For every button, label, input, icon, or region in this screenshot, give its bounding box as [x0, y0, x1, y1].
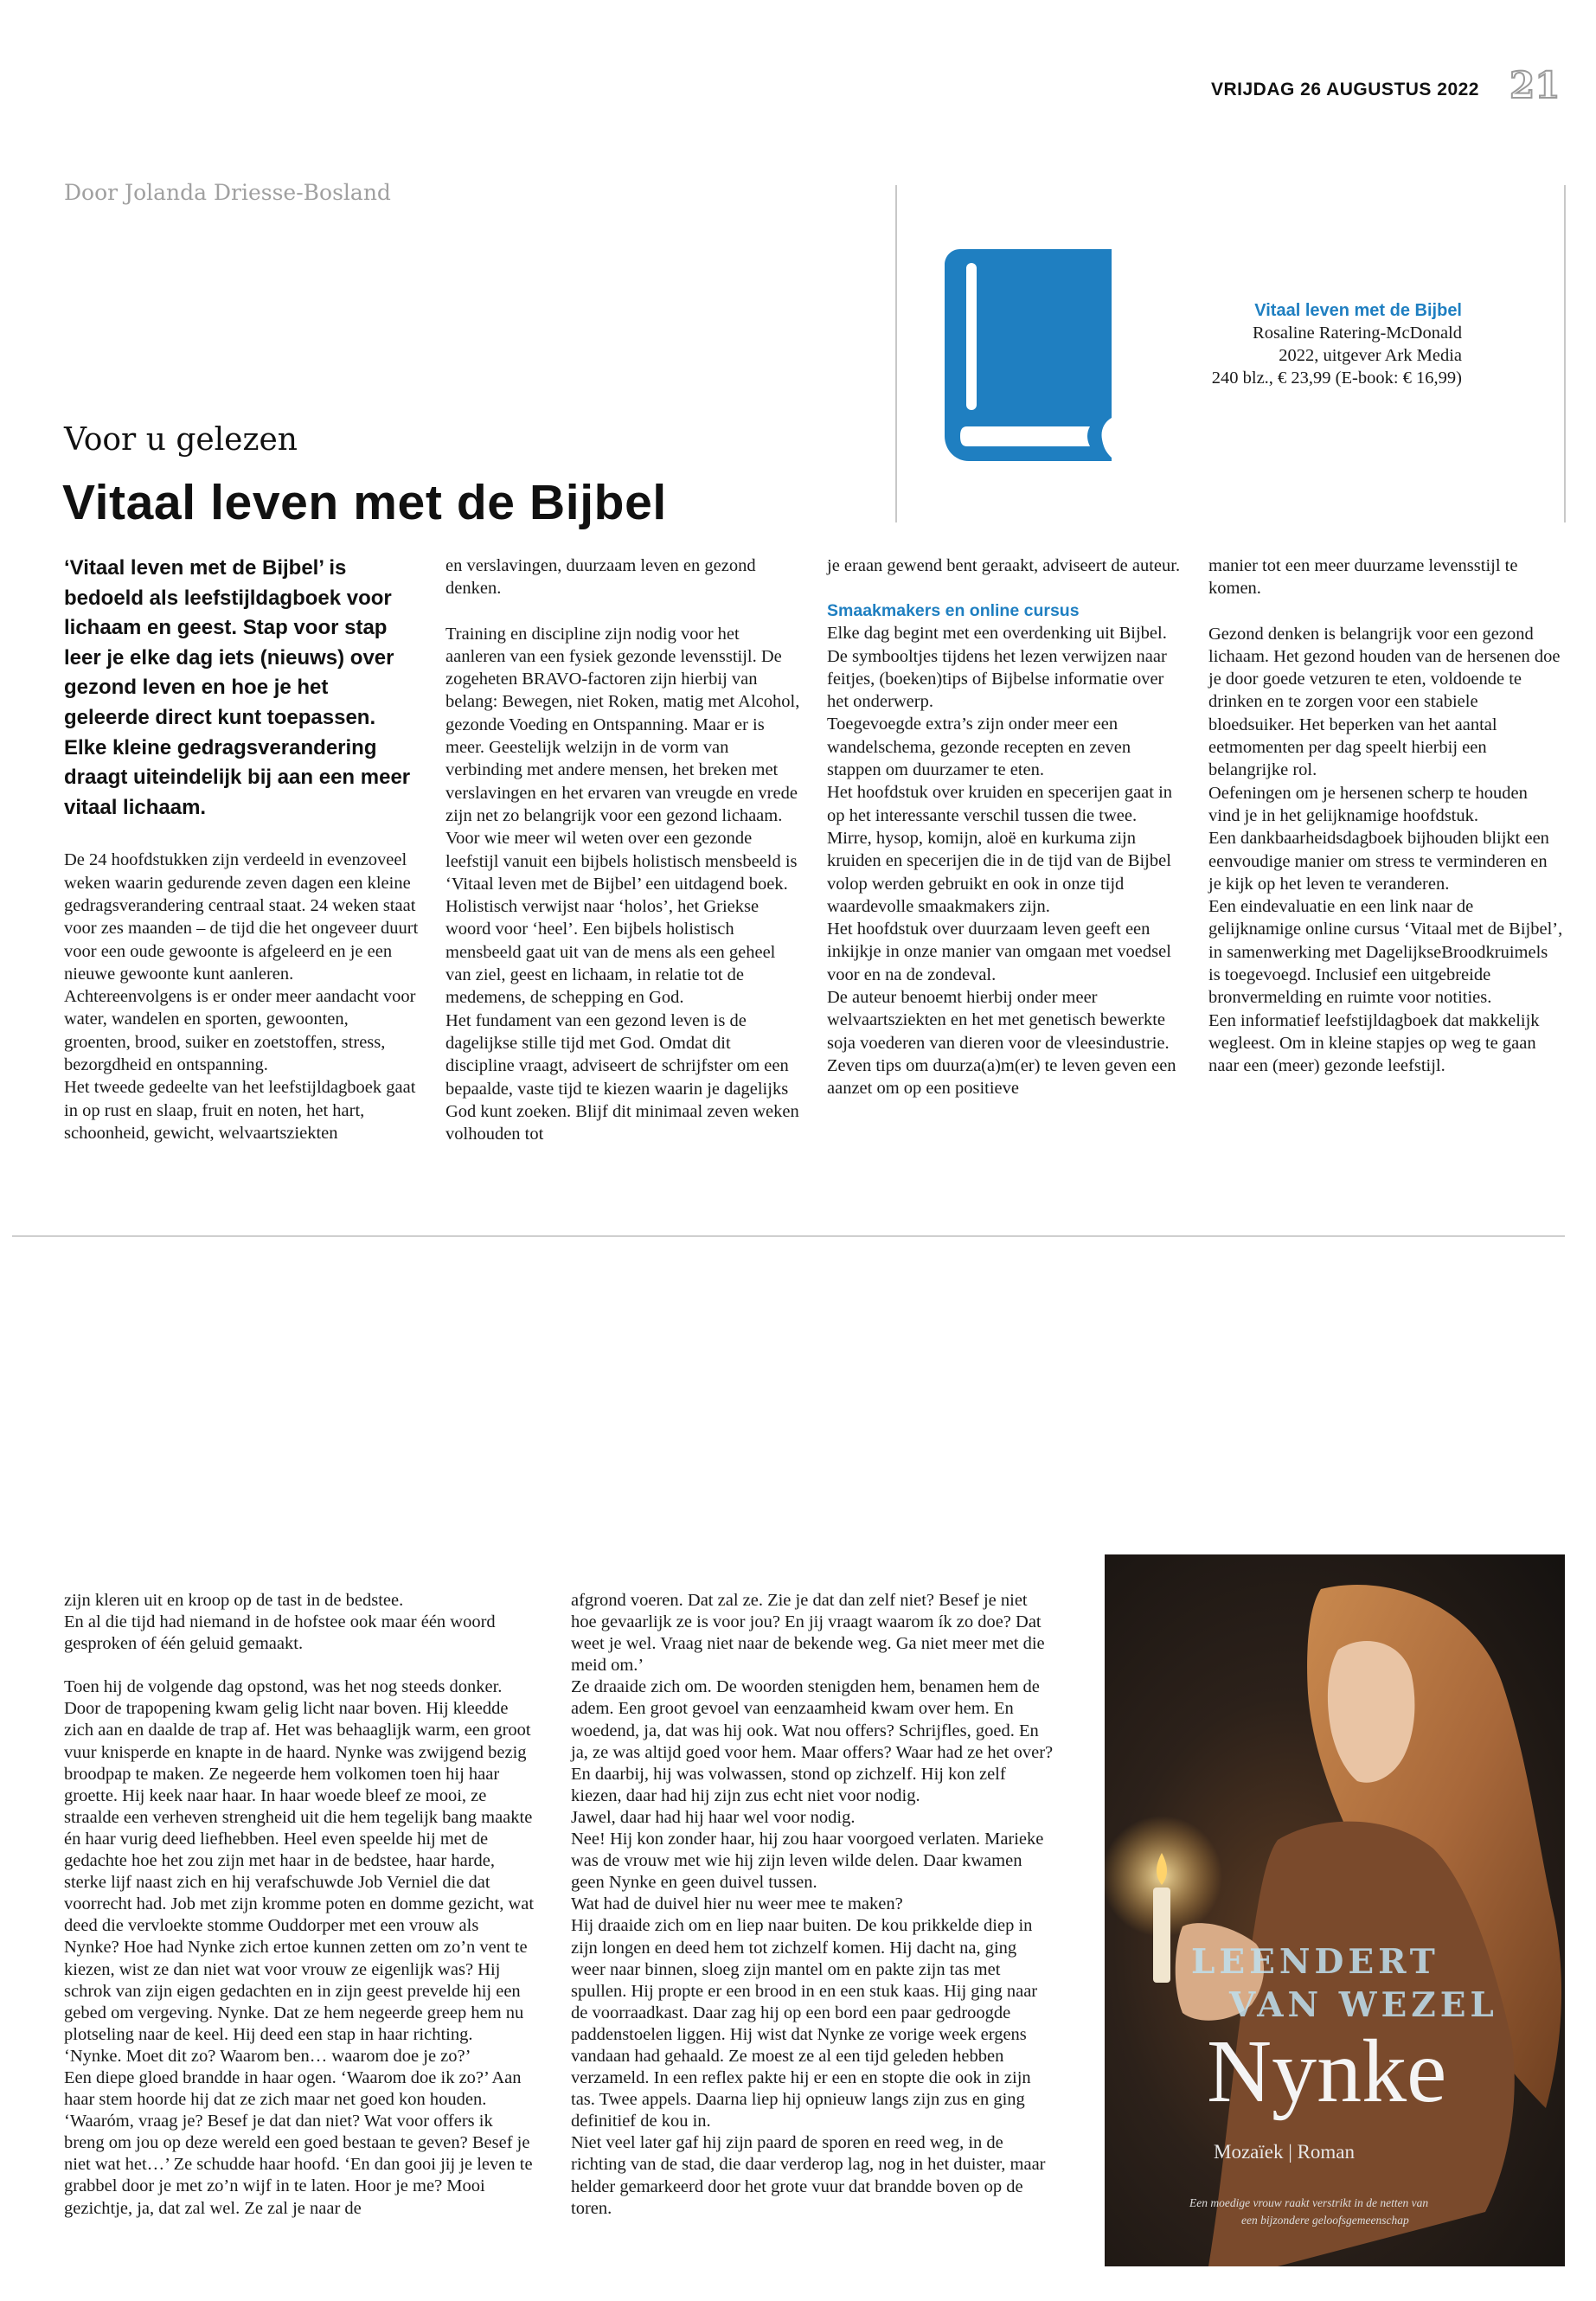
review-column-1 [64, 554, 419, 1144]
cover-publisher: Mozaïek | Roman [1214, 2141, 1356, 2163]
paragraph: Het tweede gedeelte van het leefstijldagboek gaat in op rust en slaap, fruit en noten, het hart, schoonheid, gewicht, welvaartsziekten [64, 1078, 416, 1143]
kicker: Voor u gelezen [64, 422, 298, 458]
book-info-pages-price: 240 blz., € 23,99 (E-book: € 16,99) [1211, 369, 1462, 388]
paragraph: Niet veel later gaf hij zijn paard de sporen en reed weg, in de richting van de stad, die daar verderop lag, nog in het duister, maar helder gemarkeerd door het grote vuur dat brandde boven op de toren. [571, 2133, 1046, 2218]
paragraph: Een dankbaarheidsdagboek bijhouden blijkt een eenvoudige manier om stress te verminderen en je kijk op het leven te veranderen. [1208, 829, 1549, 894]
article-title: Vitaal leven met de Bijbel [62, 475, 667, 530]
paragraph: De 24 hoofdstukken zijn verdeeld in evenzoveel weken waarin gedurende zeven dagen een kleine gedragsverandering centraal staat. 24 weken staat voor zes maanden – de tijd die het ongeveer duurt voor een oude gewoonte is afgeleerd en je een nieuwe gewoonte kunt aanleren. [64, 850, 419, 984]
column-divider-right [1564, 185, 1566, 522]
paragraph: Hij draaide zich om en liep naar buiten. De kou prikkelde diep in zijn longen en deed hem tot zichzelf komen. Hij dacht na, ging weer naar binnen, sloeg zijn mantel om en pakte zijn tas met spullen. Hij propte er een brood in en een stuk kaas. Hij ging naar de voorraadkast. Daar zag hij op een bord een paar gedroogde paddenstoelen liggen. Hij wist dat Nynke ze vorige week ergens vandaan had gehaald. Ze moest ze al een tijd geleden hebben verzameld. In een reflex pakte hij er een en stopte die ook in zijn tas. Twee appels. Daarna liep hij opnieuw langs zijn zus en ging definitief de kou in. [571, 1916, 1038, 2131]
paragraph: Het fundament van een gezond leven is de dagelijkse stille tijd met God. Omdat dit discipline vraagt, adviseert de schrijfster om een bepaalde, vaste tijd te kiezen waarin je dagelijks God kunt zoeken. Blijf dit minimaal zeven weken volhouden tot [445, 1010, 799, 1144]
paragraph: Een informatief leefstijldagboek dat makkelijk wegleest. Om in kleine stapjes op weg te gaan naar een (meer) gezonde leefstijl. [1208, 1010, 1540, 1076]
paragraph: manier tot een meer duurzame levensstijl te komen. [1208, 556, 1518, 599]
paragraph: De auteur benoemt hierbij onder meer welvaartsziekten en het met genetisch bewerkte soja voederen van dieren voor de vleesindustrie. [827, 988, 1170, 1053]
review-column-3 [827, 554, 1182, 1100]
page-number: 21 [1509, 64, 1561, 106]
paragraph: Toegevoegde extra’s zijn onder meer een wandelschema, gezonde recepten en zeven stappen om duurzamer te eten. [827, 715, 1131, 780]
paragraph: afgrond voeren. Dat zal ze. Zie je dat dan zelf niet? Besef je niet hoe gevaarlijk ze is voor jou? En jij vraagt waarom ík zo doe? Dat weet je wel. Vraag niet naar de bekende weg. Ga niet meer met die meid om.’ [571, 1591, 1045, 1676]
intro-paragraph: ‘Vitaal leven met de Bijbel’ is bedoeld als leefstijldagboek voor lichaam en geest. Stap voor stap leer je elke dag iets (nieuws) over gezond leven en hoe je het geleerde direct kunt toepassen. Elke kleine gedragsverandering draagt uiteindelijk bij aan een meer vitaal lichaam. [64, 556, 411, 819]
paragraph: Jawel, daar had hij haar wel voor nodig. [571, 1807, 856, 1827]
paragraph: je eraan gewend bent geraakt, adviseert de auteur. [827, 556, 1181, 575]
paragraph: ‘Nynke. Moet dit zo? Waarom ben… waarom doe je zo?’ [64, 2046, 471, 2066]
paragraph: Ze draaide zich om. De woorden stenigden hem, benamen hem de adem. Een groot gevoel van eenzaamheid kwam over hem. En woedend, ja, dat was hij ook. Wat nou offers? Schrijfles, goed. En ja, ze was altijd goed voor hem. Maar offers? Waar had ze het over? En daarbij, hij was volwassen, stond op zichzelf. Hij kon zelf kiezen, daar had hij zijn zus echt niet voor nodig. [571, 1677, 1054, 1805]
serial-column-1 [64, 1590, 535, 2220]
paragraph: Gezond denken is belangrijk voor een gezond lichaam. Het gezond houden van de hersenen doe je door goede vetzuren te eten, voldoende te drinken en te zorgen voor een stabiele bloedsuiker. Het beperken van het aantal eetmomenten per dag speelt hierbij een belangrijke rol. [1208, 624, 1561, 780]
cover-tagline-2: een bijzondere geloofsgemeenschap [1241, 2214, 1409, 2227]
book-info [1125, 299, 1462, 389]
paragraph: zijn kleren uit en kroop op de tast in de bedstee. [64, 1591, 404, 1610]
cover-tagline-1: Een moedige vrouw raakt verstrikt in de netten van [1189, 2196, 1429, 2209]
paragraph: en verslavingen, duurzaam leven en gezond denken. [445, 556, 756, 599]
book-cover [1105, 1554, 1565, 2266]
review-column-2 [445, 554, 800, 1145]
paragraph: Achtereenvolgens is er onder meer aandacht voor water, wandelen en sporten, gewoonten, groenten, brood, suiker en zoetstoffen, stress, bezorgdheid en ontspanning. [64, 987, 416, 1075]
cover-author-line2: VAN WEZEL [1229, 1985, 1498, 2025]
review-column-4 [1208, 554, 1563, 1078]
byline: Door Jolanda Driesse-Bosland [64, 180, 391, 205]
paragraph: Het hoofdstuk over duurzaam leven geeft een inkijkje in onze manier van omgaan met voedsel voor en na de zondeval. [827, 920, 1171, 984]
book-info-publisher: 2022, uitgever Ark Media [1279, 346, 1462, 365]
page-date: VRIJDAG 26 AUGUSTUS 2022 [1211, 80, 1479, 99]
cover-author-line1: LEENDERT [1191, 1942, 1439, 1982]
column-divider-left [895, 185, 897, 522]
paragraph: Zeven tips om duurza(a)m(er) te leven geven een aanzet om op een positieve [827, 1055, 1176, 1099]
paragraph: Elke dag begint met een overdenking uit Bijbel. De symbooltjes tijdens het lezen verwijzen naar feitjes, (boeken)tips of Bijbelse informatie over het onderwerp. [827, 624, 1167, 712]
book-icon [945, 249, 1112, 461]
paragraph: Nee! Hij kon zonder haar, hij zou haar voorgoed verlaten. Marieke was de vrouw met wie hij zijn leven wilde delen. Daar kwamen geen Nynke en geen duivel tussen. [571, 1830, 1044, 1893]
paragraph: Training en discipline zijn nodig voor het aanleren van een fysiek gezonde levensstijl. De zogeheten BRAVO-factoren zijn hierbij van belang: Bewegen, niet Roken, matig met Alcohol, gezonde Voeding en Ontspanning. Maar er is meer. Geestelijk welzijn in de vorm van verbinding met andere mensen, het breken met verslavingen en het ervaren van vreugde en vrede zijn net zo belangrijk voor een gezond lichaam. [445, 624, 800, 825]
paragraph: Het hoofdstuk over kruiden en specerijen gaat in op het interessante verschil tussen die twee. Mirre, hysop, komijn, aloë en kurkuma zijn kruiden en specerijen die in de tijd van de Bijbel volop werden gebruikt en ook in onze tijd waardevolle smaakmakers zijn. [827, 783, 1173, 916]
paragraph: Voor wie meer wil weten over een gezonde leefstijl vanuit een bijbels holistisch mensbeeld is ‘Vitaal leven met de Bijbel’ een uitdagend boek. Holistisch verwijst naar ‘holos’, het Griekse woord voor ‘heel’. Een bijbels holistisch mensbeeld gaat uit van de mens als een geheel van ziel, geest en lichaam, in relatie tot de medemens, de schepping en God. [445, 829, 798, 1008]
cover-title: Nynke [1207, 2022, 1447, 2121]
paragraph: Een diepe gloed brandde in haar ogen. ‘Waarom doe ik zo?’ Aan haar stem hoorde hij dat ze zich maar net goed kon houden. ‘Waaróm, vraag je? Besef je dat dan niet? Wat voor offers ik breng om jou op deze wereld een goed bestaan te geven? Besef je niet wat het…’ Ze schudde haar hoofd. ‘En dan gooi jij je leven te grabbel door je met zo’n wijf in te laten. Hoor je me? Mooi gezichtje, ja, dat zal wel. Ze zal je naar de [64, 2067, 533, 2218]
paragraph: Oefeningen om je hersenen scherp te houden vind je in het gelijknamige hoofdstuk. [1208, 783, 1528, 825]
paragraph: Wat had de duivel hier nu weer mee te maken? [571, 1894, 903, 1914]
paragraph: Toen hij de volgende dag opstond, was het nog steeds donker. Door de trapopening kwam gelig licht naar boven. Hij kleedde zich aan en daalde de trap af. Het was behaaglijk warm, een groot vuur knisperde en knapte in de haard. Nynke was zwijgend bezig broodpap te maken. Ze negeerde hem volkomen toen hij haar groette. Hij keek naar haar. In haar woede bleef ze mooi, ze straalde een verheven strengheid uit die hem tegelijk bang maakte én haar vurig deed liefhebben. Heel even speelde hij met de gedachte hoe het zou zijn met haar in de bedstee, haar harde, sterke lijf naast zich en hij verafschuwde Job Verniel die dat voorrecht had. Job met zijn kromme poten en domme gezicht, wat deed die vervloekte stomme Ouddorper met een vrouw als Nynke? Hoe had Nynke zich ertoe kunnen zetten om zo’n vent te kiezen, wist ze dan niet wat voor vrouw ze eigenlijk was? Hij schrok van zijn eigen gedachten en in zijn geest prevelde hij een gebed om vergeving. Nynke. Dat ze hem negeerde greep hem nu plotseling naar de keel. Hij deed een stap in haar richting. [64, 1677, 535, 2044]
subheading: Smaakmakers en online cursus [827, 601, 1080, 621]
paragraph: En al die tijd had niemand in de hofstee ook maar één woord gesproken of één geluid gemaakt. [64, 1612, 496, 1654]
paragraph: Een eindevaluatie en een link naar de gelijknamige online cursus ‘Vitaal met de Bijbel’, in samenwerking met DagelijkseBroodkruimels is toegevoegd. Inclusief een uitgebreide bronvermelding en ruimte voor notities. [1208, 897, 1563, 1008]
section-divider [12, 1235, 1565, 1237]
book-info-title: Vitaal leven met de Bijbel [1254, 301, 1462, 320]
serial-column-2 [571, 1590, 1055, 2220]
book-info-author: Rosaline Ratering-McDonald [1253, 324, 1462, 343]
